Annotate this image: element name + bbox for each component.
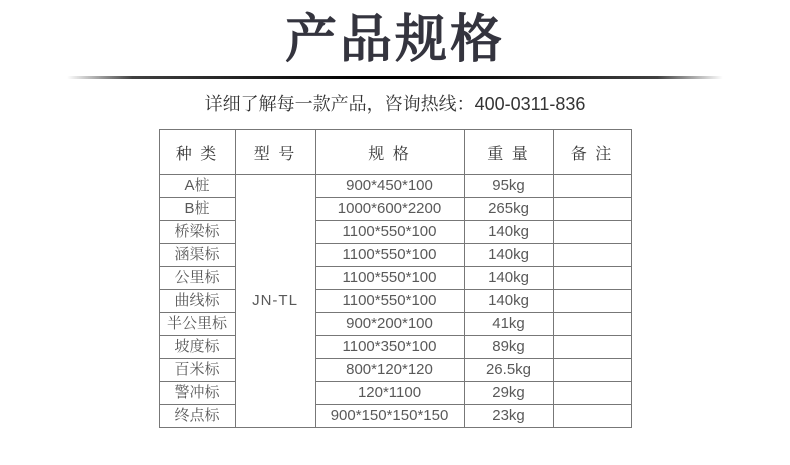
cell-note — [553, 221, 631, 244]
title-divider — [67, 76, 723, 79]
cell-weight: 29kg — [464, 382, 553, 405]
cell-spec: 900*200*100 — [315, 313, 464, 336]
cell-note — [553, 267, 631, 290]
cell-weight: 26.5kg — [464, 359, 553, 382]
table-row — [159, 244, 631, 267]
col-header-weight: 重 量 — [464, 130, 553, 175]
cell-spec: 1100*550*100 — [315, 267, 464, 290]
cell-weight: 23kg — [464, 405, 553, 428]
cell-weight: 265kg — [464, 198, 553, 221]
col-header-note: 备 注 — [553, 130, 631, 175]
col-header-spec: 规 格 — [315, 130, 464, 175]
col-header-model: 型 号 — [235, 130, 315, 175]
cell-note — [553, 405, 631, 428]
subtitle-hotline-text: 详细了解每一款产品，咨询热线：400-0311-836 — [204, 94, 586, 114]
cell-type: 曲线标 — [159, 290, 235, 313]
cell-spec: 800*120*120 — [315, 359, 464, 382]
page-title: 产品规格 — [284, 11, 505, 69]
table-row — [159, 267, 631, 290]
cell-type: 半公里标 — [159, 313, 235, 336]
cell-type: 坡度标 — [159, 336, 235, 359]
table-row — [159, 405, 631, 428]
spec-table-header — [159, 130, 631, 175]
cell-note — [553, 290, 631, 313]
cell-spec: 1100*550*100 — [315, 244, 464, 267]
cell-spec: 900*450*100 — [315, 175, 464, 198]
table-row — [159, 175, 631, 198]
cell-weight: 140kg — [464, 221, 553, 244]
cell-type: 警冲标 — [159, 382, 235, 405]
cell-note — [553, 175, 631, 198]
cell-type: 终点标 — [159, 405, 235, 428]
table-row — [159, 382, 631, 405]
cell-weight: 140kg — [464, 244, 553, 267]
cell-model-merged: JN-TL — [235, 175, 315, 428]
table-row — [159, 313, 631, 336]
cell-spec: 1100*350*100 — [315, 336, 464, 359]
cell-type: B桩 — [159, 198, 235, 221]
cell-note — [553, 198, 631, 221]
cell-spec: 1100*550*100 — [315, 221, 464, 244]
header-row — [159, 130, 631, 175]
table-row — [159, 359, 631, 382]
cell-weight: 95kg — [464, 175, 553, 198]
cell-spec: 1000*600*2200 — [315, 198, 464, 221]
cell-weight: 140kg — [464, 290, 553, 313]
cell-spec: 120*1100 — [315, 382, 464, 405]
cell-note — [553, 244, 631, 267]
cell-note — [553, 336, 631, 359]
table-row — [159, 290, 631, 313]
cell-type: 桥梁标 — [159, 221, 235, 244]
cell-note — [553, 382, 631, 405]
cell-weight: 89kg — [464, 336, 553, 359]
table-row — [159, 221, 631, 244]
cell-type: 涵渠标 — [159, 244, 235, 267]
cell-weight: 140kg — [464, 267, 553, 290]
spec-table — [159, 129, 632, 428]
cell-note — [553, 313, 631, 336]
cell-type: 公里标 — [159, 267, 235, 290]
spec-table-body — [159, 175, 631, 428]
cell-spec: 900*150*150*150 — [315, 405, 464, 428]
cell-note — [553, 359, 631, 382]
cell-type: A桩 — [159, 175, 235, 198]
table-row — [159, 336, 631, 359]
cell-type: 百米标 — [159, 359, 235, 382]
cell-spec: 1100*550*100 — [315, 290, 464, 313]
cell-weight: 41kg — [464, 313, 553, 336]
col-header-type: 种 类 — [159, 130, 235, 175]
table-row — [159, 198, 631, 221]
